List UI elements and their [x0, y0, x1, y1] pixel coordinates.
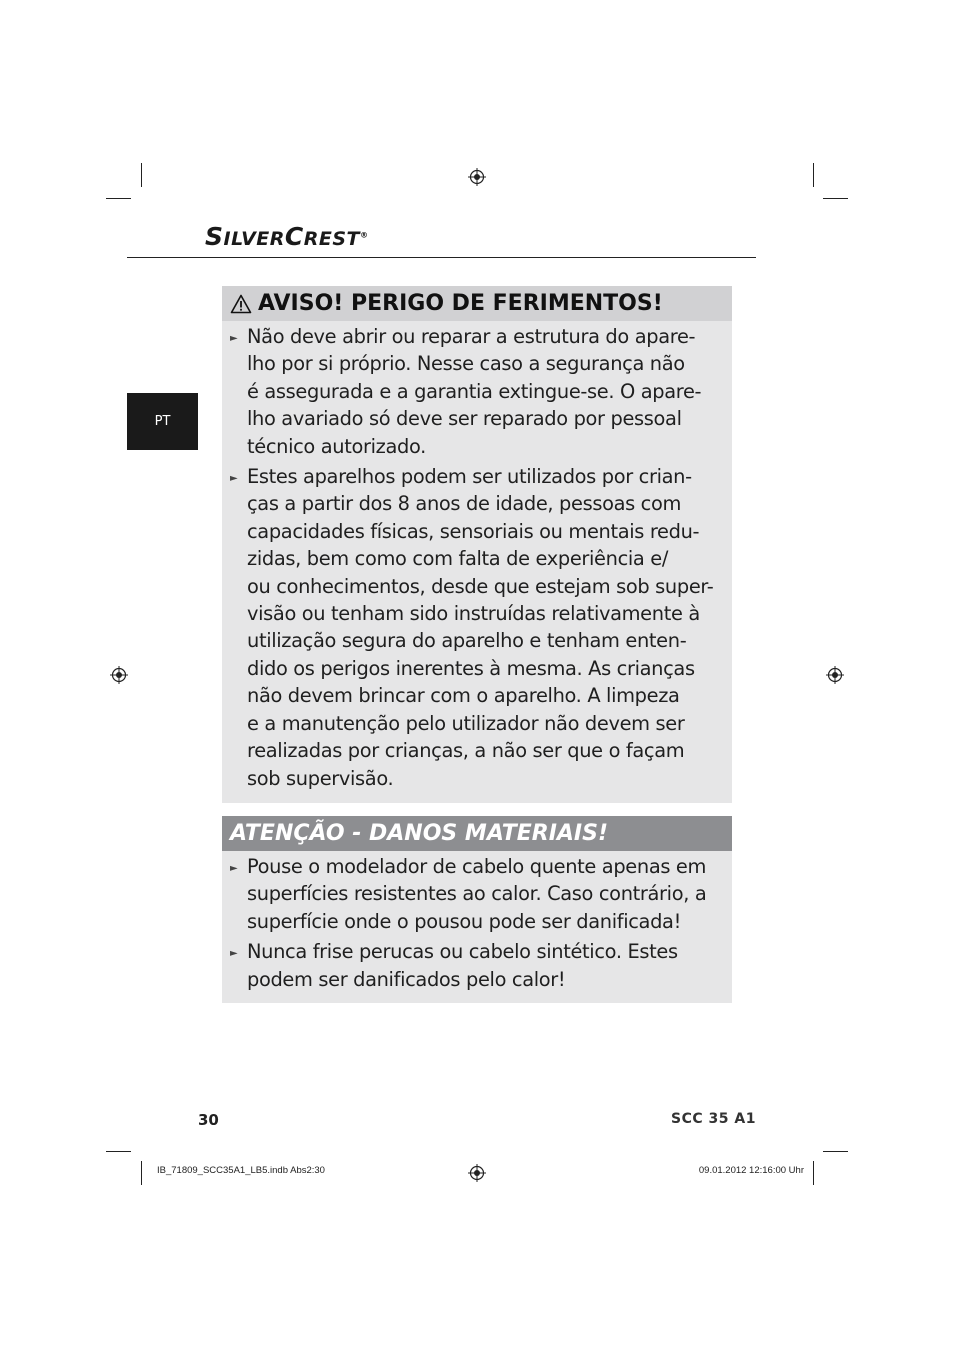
list-item-text: Não deve abrir ou reparar a estrutura do apare- lho por si próprio. Nesse caso a segurança não é assegurada e a garantia extingue-se. O apare- lho avariado só deve ser reparado por pessoal técnico autorizado.: [247, 325, 702, 458]
warning-triangle-icon: [230, 294, 252, 314]
crop-mark: [141, 163, 142, 187]
crop-mark: [106, 198, 131, 199]
registration-mark-icon: [826, 666, 844, 684]
bullet-arrow-icon: ►: [230, 948, 238, 960]
registration-mark-icon: [468, 168, 486, 186]
crop-mark: [141, 1161, 142, 1185]
crop-mark: [106, 1151, 131, 1152]
brand-logo: SILVERCREST®: [205, 222, 369, 251]
print-slug-date: 09.01.2012 12:16:00 Uhr: [698, 1165, 804, 1176]
registration-mark-icon: [110, 666, 128, 684]
list-item-text: Pouse o modelador de cabelo quente apenas em superfícies resistentes ao calor. Caso contrário, a superfície onde o pousou pode ser danificada!: [247, 855, 707, 933]
list-item: [228, 938, 726, 993]
print-slug-file: IB_71809_SCC35A1_LB5.indb Abs2:30: [157, 1165, 325, 1176]
language-tab: PT: [127, 393, 198, 450]
crop-mark: [823, 198, 848, 199]
warning-box: [222, 286, 732, 803]
bullet-arrow-icon: ►: [230, 473, 238, 485]
warning-heading: AVISO! PERIGO DE FERIMENTOS!: [222, 286, 732, 321]
model-number: SCC 35 A1: [671, 1111, 756, 1127]
list-item: [228, 463, 726, 792]
bullet-arrow-icon: ►: [230, 333, 238, 344]
registration-mark-icon: [468, 1164, 486, 1182]
bullet-arrow-icon: ►: [230, 863, 238, 874]
crop-mark: [823, 1151, 848, 1152]
list-item: [228, 323, 726, 460]
header-rule: [127, 257, 756, 258]
list-item-text: Nunca frise perucas ou cabelo sintético. Estes podem ser danificados pelo calor!: [247, 940, 678, 991]
crop-mark: [813, 163, 814, 187]
list-item: [228, 853, 726, 935]
caution-heading: ATENÇÃO - DANOS MATERIAIS!: [222, 816, 732, 851]
list-item-text: Estes aparelhos podem ser utilizados por crian- ças a partir dos 8 anos de idade, pessoas com capacidades físicas, sensoriais ou mentais redu- zidas, bem como com falta de experiência e/ ou conhecimentos, desde que estejam sob super- visão ou tenham sido instruídas relativamente à utilização segura do aparelho e tenham enten- dido os perigos inerentes à mesma. As crianças não devem brincar com o aparelho. A limpeza e a manutenção pelo utilizador não devem ser realizadas por crianças, a não ser que o façam sob supervisão.: [247, 465, 714, 790]
caution-box: [222, 816, 732, 1003]
crop-mark: [813, 1161, 814, 1185]
page-number: 30: [198, 1111, 219, 1129]
